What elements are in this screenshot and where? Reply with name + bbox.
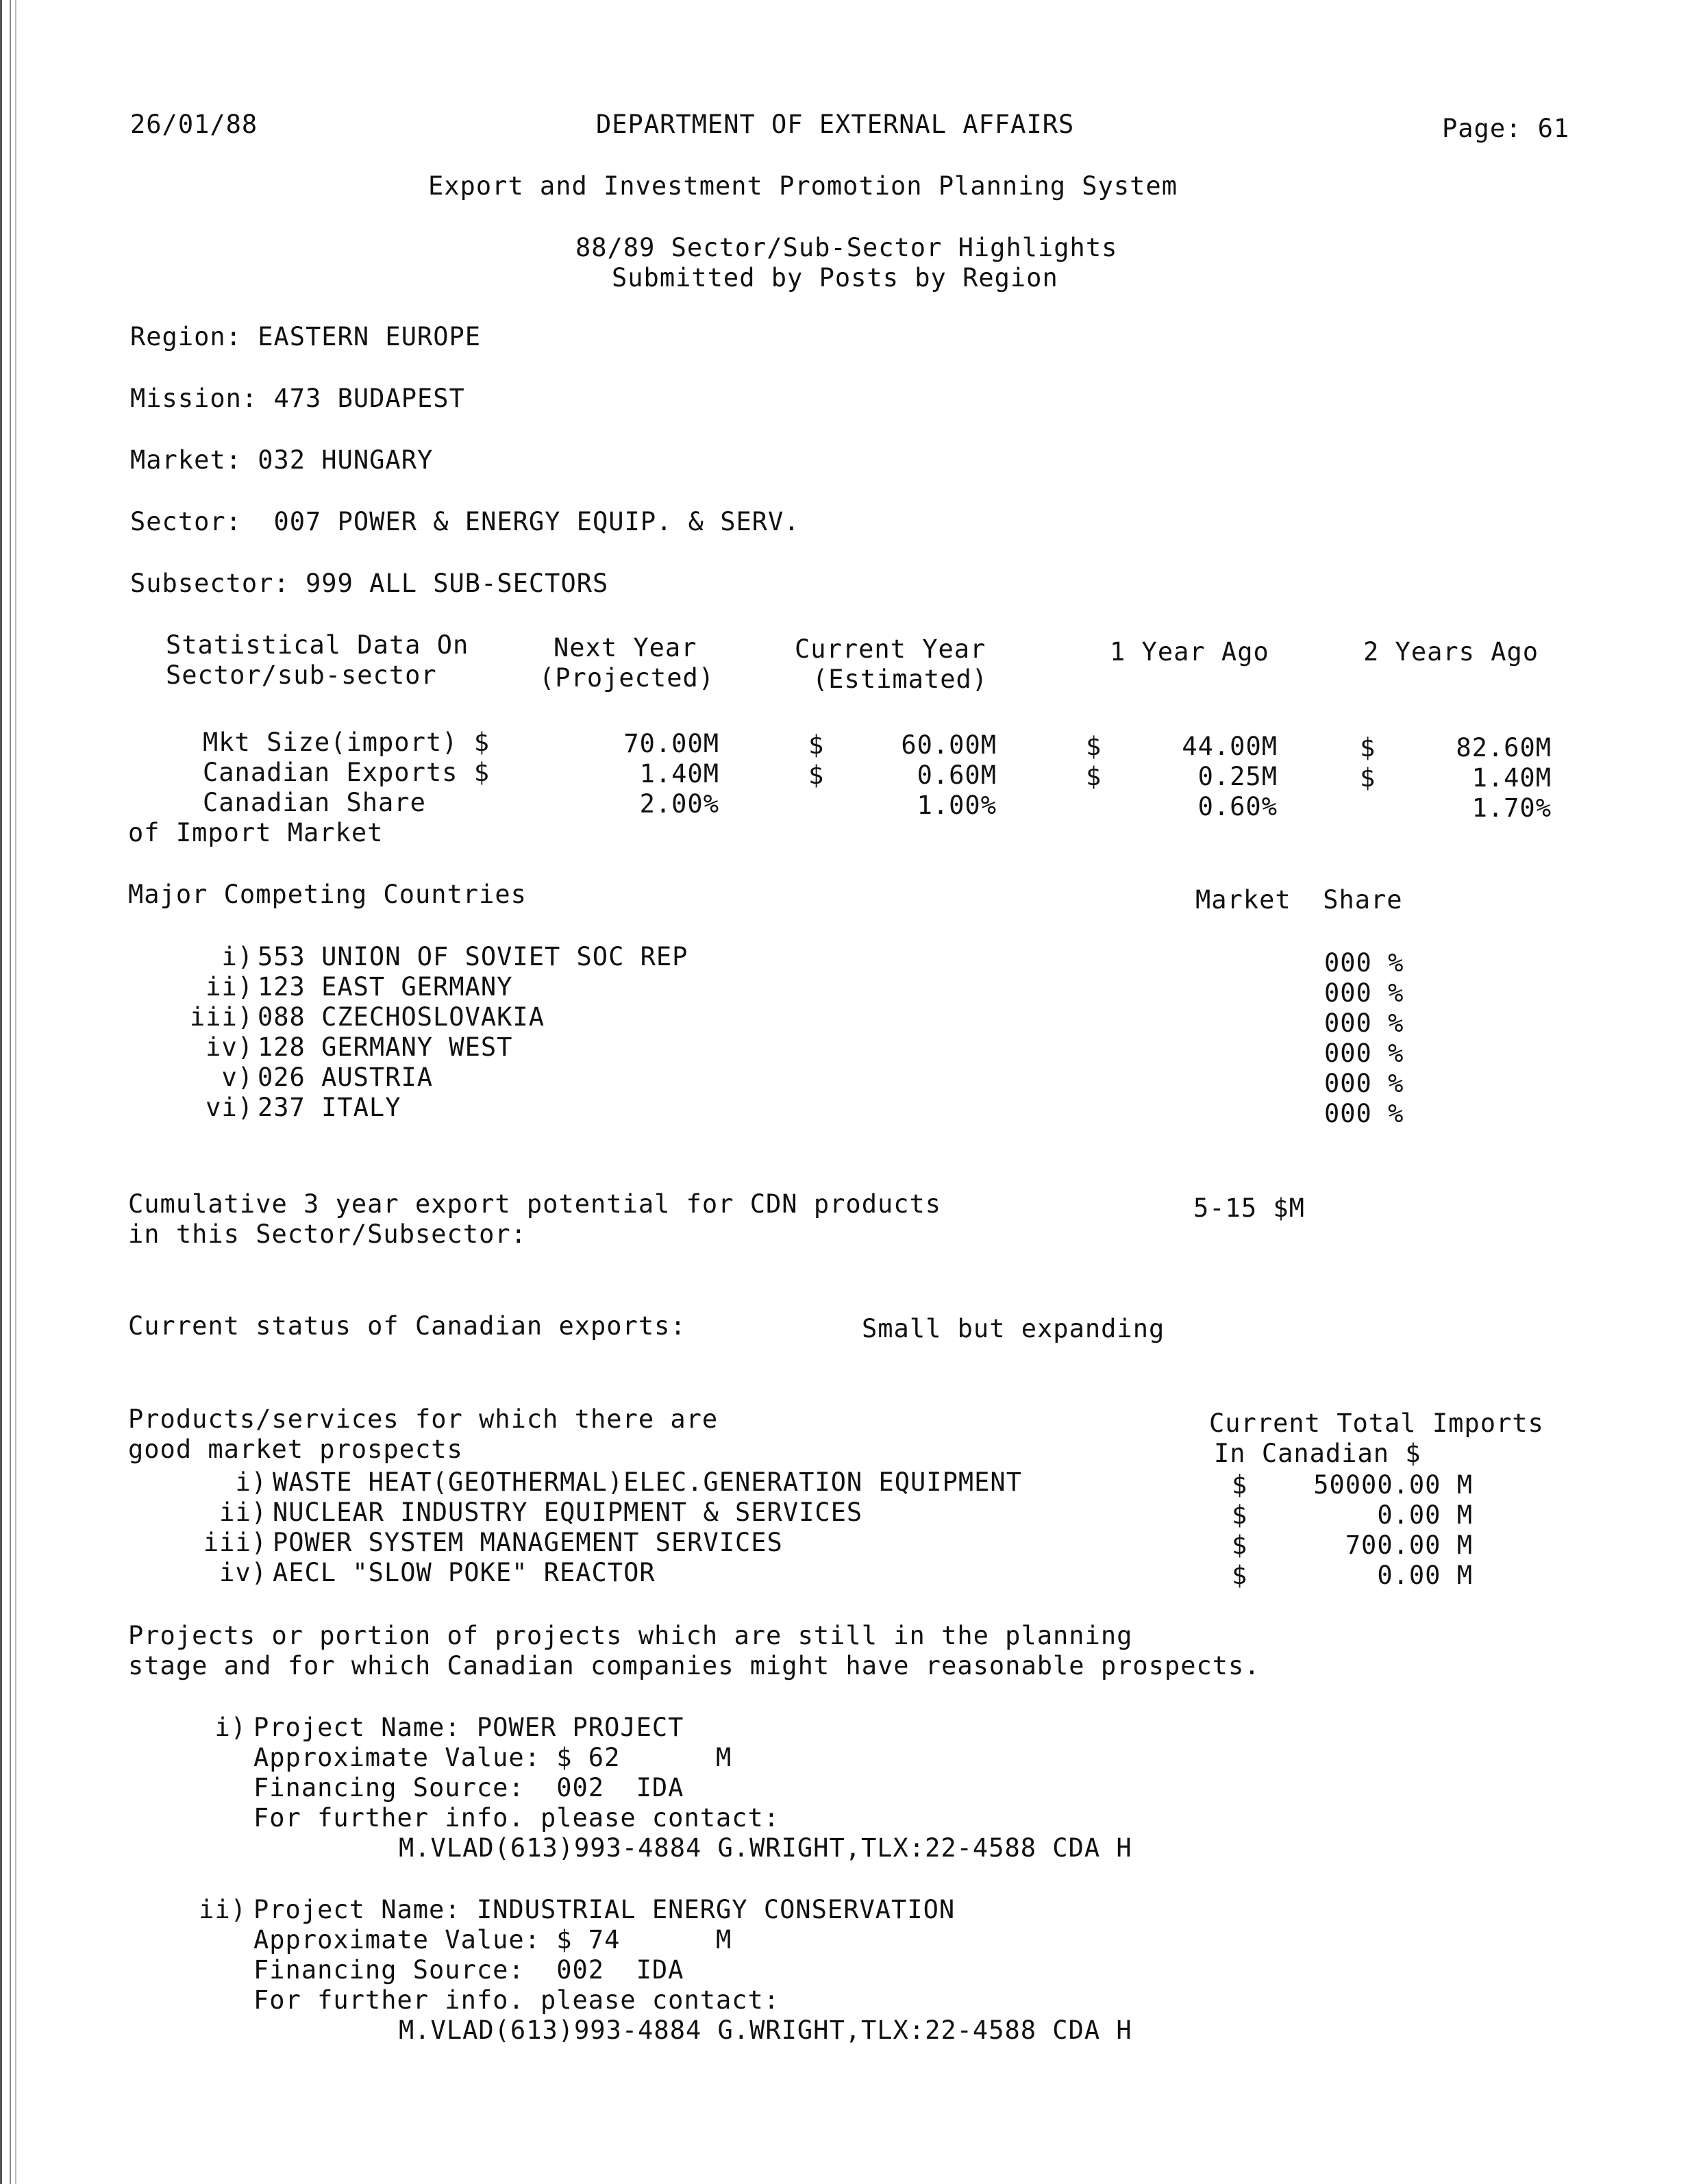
project-contact-label: For further info. please contact: bbox=[253, 1985, 780, 2015]
competitor-number: ii) bbox=[206, 972, 253, 1002]
product-currency: $ bbox=[1232, 1470, 1248, 1500]
product-import-value: 50000.00 M bbox=[1313, 1470, 1473, 1500]
product-number: ii) bbox=[219, 1498, 267, 1527]
report-title: 88/89 Sector/Sub-Sector Highlights bbox=[575, 233, 1118, 262]
col-next-year: Next Year bbox=[554, 633, 697, 662]
stats-2ago-value: 82.60M bbox=[1456, 733, 1552, 762]
imports-subheader: In Canadian $ bbox=[1214, 1439, 1421, 1468]
competitor-number: iv) bbox=[206, 1032, 253, 1062]
competitor-share: 000 % bbox=[1324, 948, 1404, 978]
imports-header: Current Total Imports bbox=[1209, 1409, 1544, 1438]
stats-1ago-value: 0.25M bbox=[1197, 762, 1278, 791]
stats-currency: $ bbox=[1086, 732, 1102, 761]
market-line: Market: 032 HUNGARY bbox=[130, 445, 434, 475]
project-number: ii) bbox=[199, 1895, 247, 1924]
product-import-value: 0.00 M bbox=[1377, 1561, 1473, 1590]
stats-header-label-2: Sector/sub-sector bbox=[166, 660, 437, 690]
stats-1ago-value: 0.60% bbox=[1197, 792, 1278, 821]
project-financing: Financing Source: 002 IDA bbox=[253, 1955, 684, 1985]
project-contact-label: For further info. please contact: bbox=[253, 1803, 780, 1833]
project-contact: M.VLAD(613)993-4884 G.WRIGHT,TLX:22-4588 CDA H bbox=[399, 1833, 1132, 1863]
col-next-year-sub: (Projected) bbox=[539, 663, 715, 693]
competitor-share: 000 % bbox=[1324, 1069, 1404, 1098]
product-name: WASTE HEAT(GEOTHERMAL)ELEC.GENERATION EQUIPMENT bbox=[273, 1467, 1022, 1497]
project-financing: Financing Source: 002 IDA bbox=[253, 1773, 684, 1802]
stats-currency: $ bbox=[808, 730, 825, 760]
col-2-years-ago: 2 Years Ago bbox=[1363, 637, 1539, 667]
page-binding-edge bbox=[0, 0, 11, 2184]
stats-currency: $ bbox=[808, 760, 825, 790]
stats-next-value: 1.40M bbox=[639, 759, 719, 789]
report-date: 26/01/88 bbox=[130, 110, 258, 139]
stats-row-label: Mkt Size(import) $ bbox=[203, 728, 490, 757]
stats-header-label: Statistical Data On bbox=[166, 630, 469, 660]
project-name: Project Name: INDUSTRIAL ENERGY CONSERVATION bbox=[253, 1895, 956, 1924]
competitor-name: 128 GERMANY WEST bbox=[258, 1032, 513, 1062]
stats-current-value: 60.00M bbox=[901, 730, 997, 760]
potential-label-2: in this Sector/Subsector: bbox=[128, 1219, 527, 1249]
product-number: iv) bbox=[219, 1558, 267, 1587]
potential-value: 5-15 $M bbox=[1193, 1193, 1305, 1223]
project-number: i) bbox=[214, 1713, 247, 1742]
stats-1ago-value: 44.00M bbox=[1182, 732, 1278, 761]
products-label: Products/services for which there are bbox=[128, 1404, 719, 1434]
col-current-year-sub: (Estimated) bbox=[812, 665, 989, 694]
region-line: Region: EASTERN EUROPE bbox=[130, 322, 482, 351]
stats-currency: $ bbox=[1360, 763, 1376, 793]
stats-currency: $ bbox=[1360, 733, 1376, 762]
product-number: iii) bbox=[203, 1528, 267, 1557]
competitor-number: vi) bbox=[206, 1093, 253, 1122]
department-name: DEPARTMENT OF EXTERNAL AFFAIRS bbox=[596, 110, 1075, 139]
market-share-header: Market Share bbox=[1195, 885, 1403, 915]
stats-current-value: 0.60M bbox=[917, 760, 997, 790]
competitor-name: 553 UNION OF SOVIET SOC REP bbox=[258, 942, 688, 971]
subsector-line: Subsector: 999 ALL SUB-SECTORS bbox=[130, 569, 609, 598]
product-import-value: 0.00 M bbox=[1377, 1500, 1473, 1530]
stats-next-value: 70.00M bbox=[623, 729, 719, 758]
competitors-title: Major Competing Countries bbox=[128, 880, 527, 909]
competitor-share: 000 % bbox=[1324, 978, 1404, 1008]
competitor-number: i) bbox=[221, 942, 253, 971]
product-name: NUCLEAR INDUSTRY EQUIPMENT & SERVICES bbox=[273, 1498, 863, 1527]
competitor-name: 237 ITALY bbox=[258, 1093, 401, 1122]
sector-line: Sector: 007 POWER & ENERGY EQUIP. & SERV. bbox=[130, 507, 800, 536]
competitor-name: 088 CZECHOSLOVAKIA bbox=[258, 1002, 545, 1032]
stats-next-value: 2.00% bbox=[639, 789, 719, 819]
stats-footer-label: of Import Market bbox=[128, 818, 384, 847]
competitor-share: 000 % bbox=[1324, 1039, 1404, 1068]
product-currency: $ bbox=[1232, 1561, 1248, 1590]
project-value: Approximate Value: $ 62 M bbox=[253, 1743, 732, 1772]
product-currency: $ bbox=[1232, 1500, 1248, 1530]
stats-2ago-value: 1.40M bbox=[1471, 763, 1552, 793]
system-title: Export and Investment Promotion Planning System bbox=[428, 171, 1178, 201]
competitor-share: 000 % bbox=[1324, 1099, 1404, 1128]
product-name: AECL "SLOW POKE" REACTOR bbox=[273, 1558, 656, 1587]
competitor-name: 123 EAST GERMANY bbox=[258, 972, 513, 1002]
product-name: POWER SYSTEM MANAGEMENT SERVICES bbox=[273, 1528, 783, 1557]
project-name: Project Name: POWER PROJECT bbox=[253, 1713, 684, 1742]
report-subtitle: Submitted by Posts by Region bbox=[612, 263, 1058, 293]
projects-intro-2: stage and for which Canadian companies might have reasonable prospects. bbox=[128, 1651, 1260, 1680]
stats-row-label: Canadian Share bbox=[203, 788, 426, 817]
product-number: i) bbox=[235, 1467, 267, 1497]
stats-row-label: Canadian Exports $ bbox=[203, 758, 490, 787]
stats-2ago-value: 1.70% bbox=[1471, 793, 1552, 823]
competitor-share: 000 % bbox=[1324, 1008, 1404, 1038]
competitor-name: 026 AUSTRIA bbox=[258, 1063, 434, 1092]
page-number: Page: 61 bbox=[1442, 114, 1570, 143]
col-1-year-ago: 1 Year Ago bbox=[1110, 637, 1269, 667]
status-label: Current status of Canadian exports: bbox=[128, 1311, 686, 1341]
stats-currency: $ bbox=[1086, 762, 1102, 791]
col-current-year: Current Year bbox=[795, 634, 986, 664]
competitor-number: v) bbox=[221, 1063, 253, 1092]
page-binding-line bbox=[15, 0, 16, 2184]
project-contact: M.VLAD(613)993-4884 G.WRIGHT,TLX:22-4588 CDA H bbox=[399, 2015, 1132, 2045]
mission-line: Mission: 473 BUDAPEST bbox=[130, 384, 465, 413]
potential-label: Cumulative 3 year export potential for CDN products bbox=[128, 1189, 942, 1219]
project-value: Approximate Value: $ 74 M bbox=[253, 1925, 732, 1955]
products-label-2: good market prospects bbox=[128, 1435, 463, 1464]
product-currency: $ bbox=[1232, 1530, 1248, 1560]
competitor-number: iii) bbox=[189, 1002, 253, 1032]
product-import-value: 700.00 M bbox=[1345, 1530, 1473, 1560]
status-value: Small but expanding bbox=[862, 1314, 1165, 1343]
projects-intro: Projects or portion of projects which are still in the planning bbox=[128, 1621, 1133, 1650]
stats-current-value: 1.00% bbox=[917, 791, 997, 820]
